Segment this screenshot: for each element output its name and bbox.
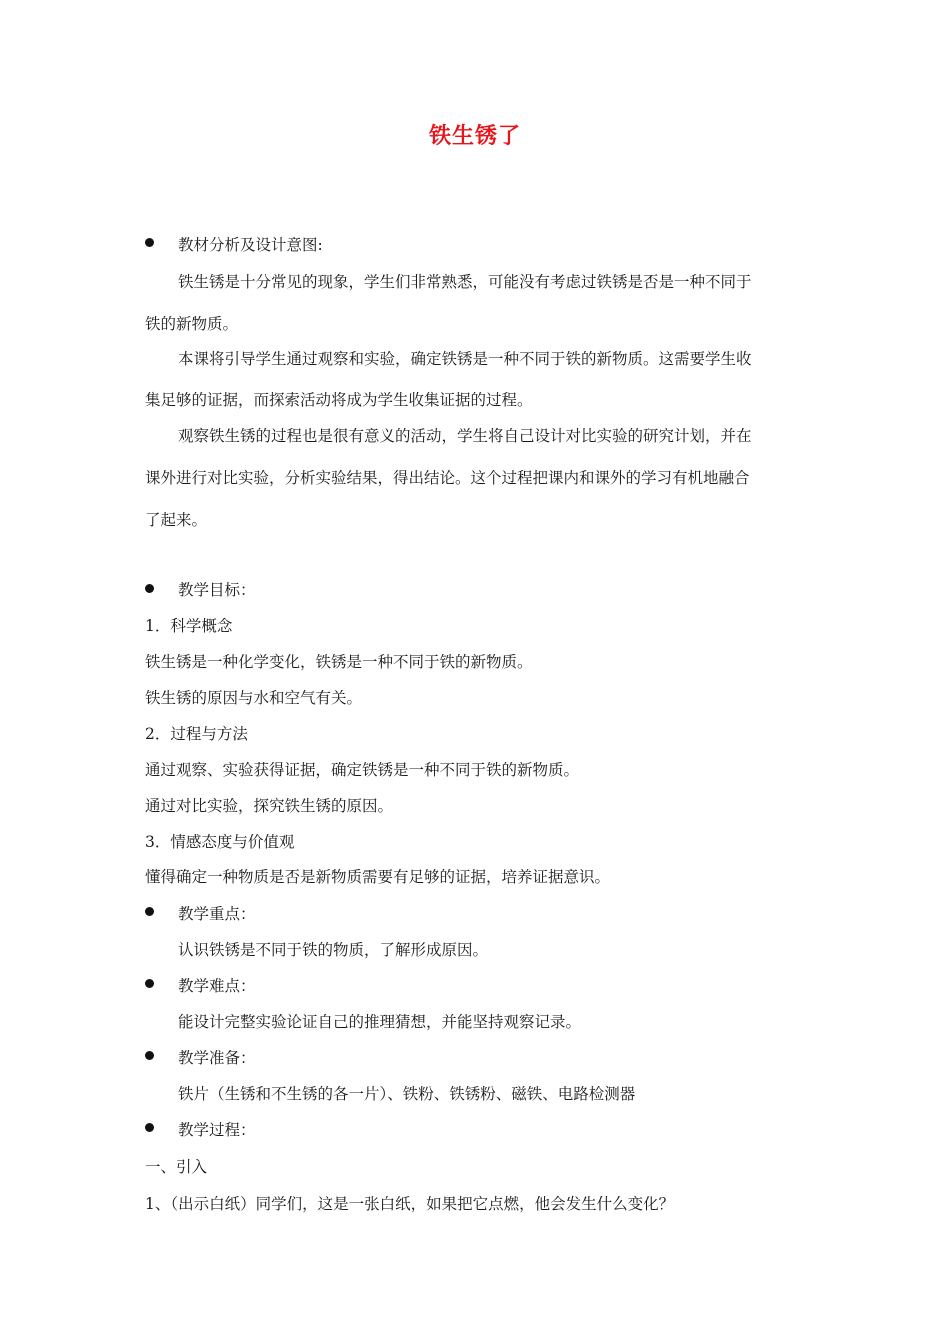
bullet-icon bbox=[145, 238, 154, 247]
text-line: 铁片（生锈和不生锈的各一片）、铁粉、铁锈粉、磁铁、电路检测器 bbox=[178, 1085, 636, 1103]
text-line: 通过观察、实验获得证据，确定铁锈是一种不同于铁的新物质。 bbox=[145, 761, 580, 779]
bullet-icon bbox=[145, 584, 154, 593]
bullet-icon bbox=[145, 1123, 154, 1132]
text-line: 认识铁锈是不同于铁的物质，了解形成原因。 bbox=[178, 941, 489, 959]
text-line: 懂得确定一种物质是否是新物质需要有足够的证据，培养证据意识。 bbox=[145, 868, 611, 886]
paragraph-line: 铁的新物质。 bbox=[145, 315, 239, 333]
section-heading: 教材分析及设计意图: bbox=[178, 236, 323, 254]
text-line: 通过对比实验，探究铁生锈的原因。 bbox=[145, 797, 394, 815]
text-line: 铁生锈的原因与水和空气有关。 bbox=[145, 689, 363, 707]
bullet-icon bbox=[145, 907, 154, 916]
paragraph-line: 集足够的证据，而探索活动将成为学生收集证据的过程。 bbox=[145, 391, 533, 409]
section-heading: 教学难点： bbox=[178, 977, 256, 995]
document-title: 铁生锈了 bbox=[428, 124, 521, 149]
paragraph-line: 铁生锈是十分常见的现象，学生们非常熟悉，可能没有考虑过铁锈是否是一种不同于 bbox=[178, 273, 752, 291]
bullet-icon bbox=[145, 979, 154, 988]
bullet-icon bbox=[145, 1051, 154, 1060]
text-line: 1、（出示白纸）同学们，这是一张白纸，如果把它点燃，他会发生什么变化？ bbox=[145, 1195, 675, 1213]
paragraph-line: 本课将引导学生通过观察和实验，确定铁锈是一种不同于铁的新物质。这需要学生收 bbox=[178, 350, 752, 368]
section-heading: 教学重点： bbox=[178, 905, 256, 923]
section-heading: 教学过程： bbox=[178, 1121, 256, 1139]
text-line: 能设计完整实验论证自己的推理猜想，并能坚持观察记录。 bbox=[178, 1013, 582, 1031]
paragraph-line: 课外进行对比实验，分析实验结果，得出结论。这个过程把课内和课外的学习有机地融合 bbox=[145, 469, 750, 487]
section-heading: 教学准备： bbox=[178, 1049, 256, 1067]
text-line: 铁生锈是一种化学变化，铁锈是一种不同于铁的新物质。 bbox=[145, 653, 533, 671]
subheading: 2．过程与方法 bbox=[145, 725, 248, 743]
paragraph-line: 观察铁生锈的过程也是很有意义的活动，学生将自己设计对比实验的研究计划，并在 bbox=[178, 427, 752, 445]
paragraph-line: 了起来。 bbox=[145, 511, 208, 529]
subheading: 3．情感态度与价值观 bbox=[145, 833, 295, 851]
section-heading: 教学目标： bbox=[178, 581, 256, 599]
subheading: 一、引入 bbox=[145, 1158, 208, 1176]
subheading: 1．科学概念 bbox=[145, 617, 233, 635]
